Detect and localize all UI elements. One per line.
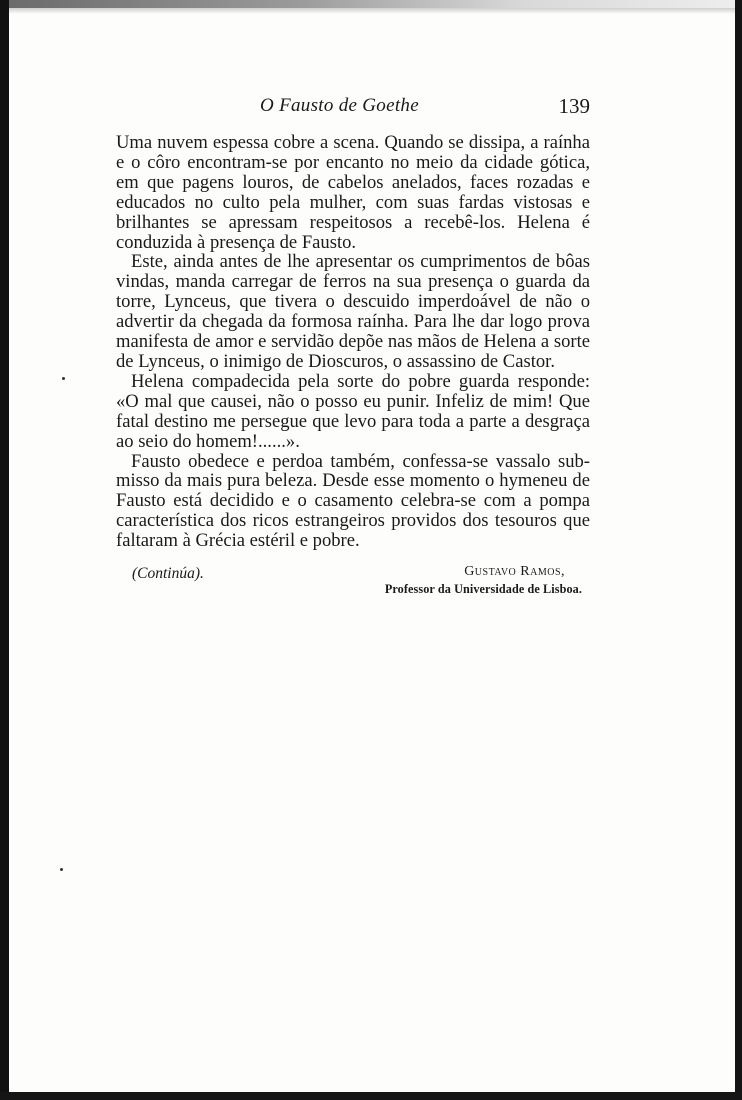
signoff	[130, 562, 590, 602]
author-affiliation: Professor da Universidade de Lisboa.	[384, 582, 582, 596]
scan-top-edge	[0, 0, 742, 8]
running-title: O Fausto de Goethe	[260, 95, 419, 116]
scan-bottom-edge	[0, 1092, 742, 1100]
scan-right-edge	[735, 0, 742, 1100]
scan-speck	[60, 868, 63, 871]
paragraph: Este, ainda antes de lhe apresentar os cumprimentos de bôas vindas, manda carregar de ferros na sua presença o guarda da torre, Lynceus, que tivera o descuido imperdoável de não o advertir da chegada da formosa raínha. Para lhe dar logo prova manifesta de amor e servidão depõe nas mãos de Helena a sorte de Lynceus, o inimigo de Dioscuros, o assassino de Castor.	[116, 251, 590, 372]
scan-speck	[62, 377, 65, 380]
scan-top-shadow	[0, 8, 742, 14]
paragraph: Uma nuvem espessa cobre a scena. Quando se dissipa, a raínha e o côro encontram-se por encanto no meio da cidade gótica, em que pagens louros, de cabelos anelados, faces rozadas e educados no culto pela mulher, com suas fardas vistosas e brilhantes se apressam respeitosos a recebê-los. Helena é conduzida à presença de Fausto.	[116, 132, 590, 253]
article-body	[116, 133, 590, 551]
page-number: 139	[558, 94, 590, 118]
continued-note: (Continúa).	[132, 565, 204, 582]
paragraph: Helena compadecida pela sorte do pobre guarda responde: «O mal que causei, não o posso eu punir. Infeliz de mim! Que fatal destino me persegue que levo para toda a parte a desgraça ao seio do homem!......».	[116, 370, 590, 452]
scan-left-edge	[0, 0, 9, 1100]
author-name: Gustavo Ramos,	[464, 564, 565, 579]
page-header	[120, 95, 590, 121]
paragraph: Fausto obedece e perdoa também, confessa-se vassalo submisso da mais pura beleza. Desde esse momento o hymeneu de Fausto está decidido e o casamento celebra-se com a pompa característica dos ricos estrangeiros providos dos tesouros que faltaram à Grécia estéril e pobre.	[116, 450, 590, 552]
